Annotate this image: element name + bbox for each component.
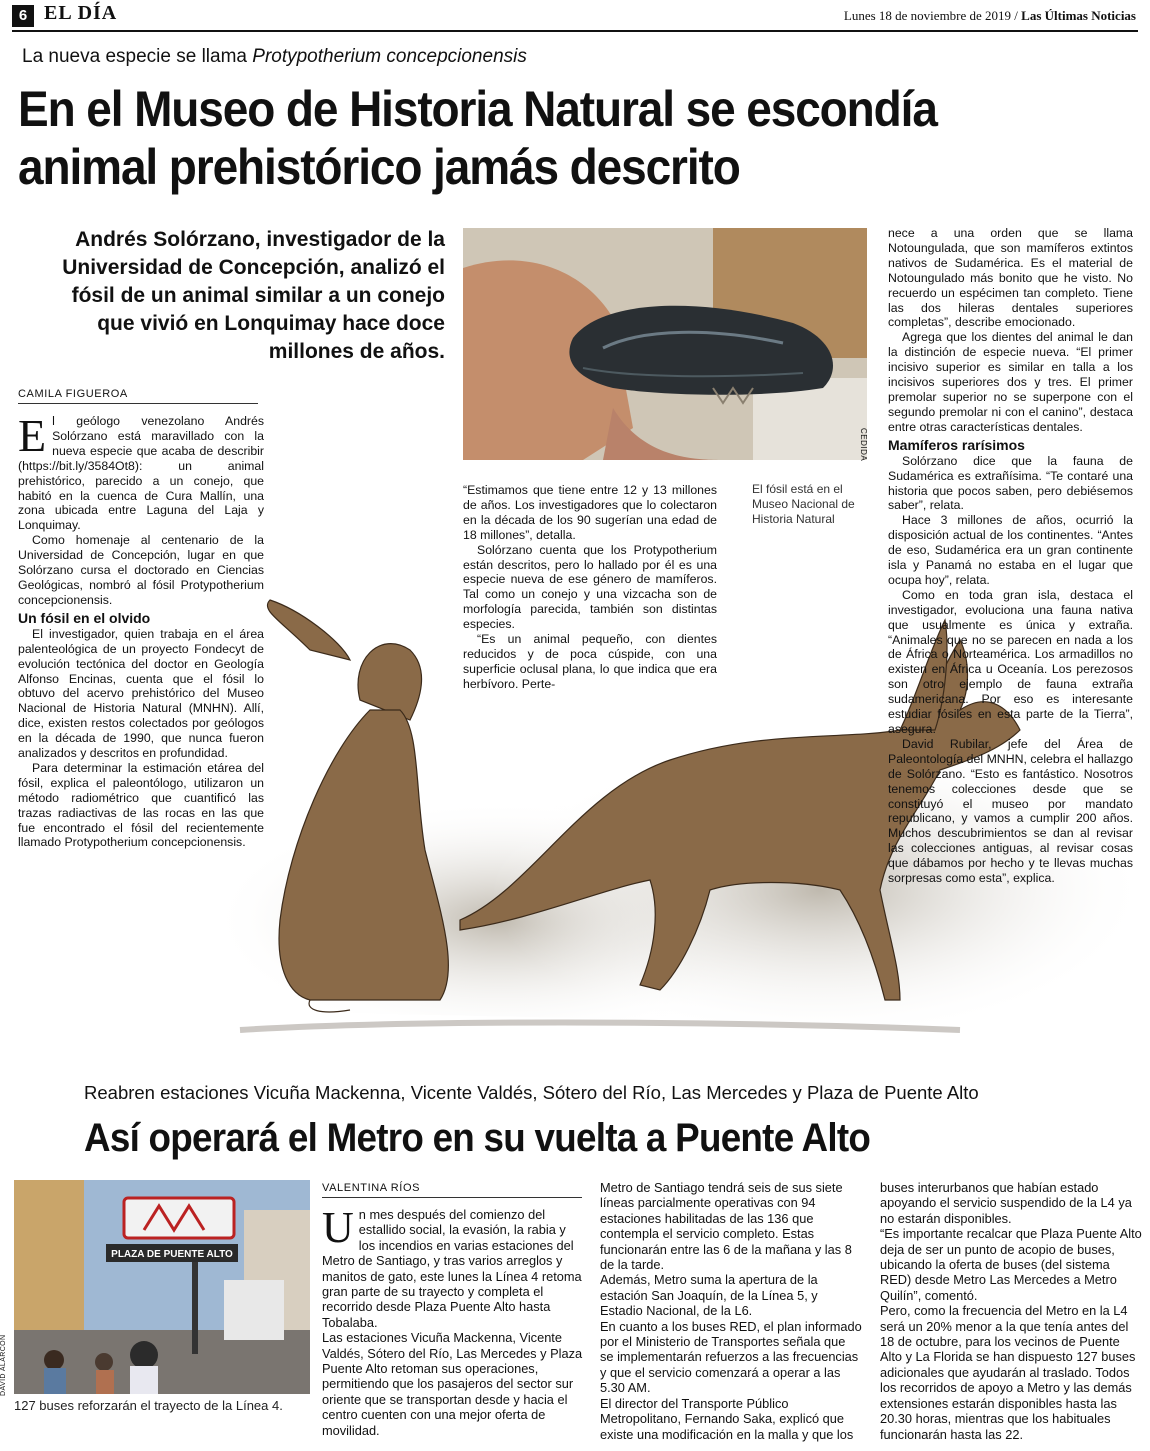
- article1-kicker: [22, 46, 527, 68]
- paragraph: En cuanto a los buses RED, el plan informado por el Ministerio de Transportes señala que se implementarán refuerzos a las frecuencias y que el servicio comenzará a operar a las 5.30 AM.: [600, 1318, 862, 1396]
- article2-byline: VALENTINA RÍOS: [322, 1182, 582, 1198]
- paragraph: Solórzano dice que la fauna de Sudamérica es extrañísima. “Te contaré una historia que pocos saben, pero debiésemos saber”, relata.: [888, 453, 1133, 513]
- header-rule: [12, 30, 1138, 32]
- photo-caption: El fósil está en el Museo Nacional de Historia Natural: [752, 482, 855, 526]
- article2-column-2: [600, 1180, 862, 1442]
- paragraph-text: n mes después del comienzo del estallido social, la evasión, la rabia y los incendios en varias estaciones del Metro de Santiago, y tras varios arreglos y manitos de gato, este lunes la Línea 4 retoma gran parte de su trayecto y completa el recorrido desde Plaza Puente Alto hasta Tobalaba.: [322, 1207, 582, 1330]
- subhead: Un fósil en el olvido: [18, 609, 151, 626]
- drop-cap: U: [322, 1203, 354, 1252]
- paragraph-text: l geólogo venezolano Andrés Solórzano está maravillado con la nueva especie que acaba de describir (https://bit.ly/3584Ot8): un animal prehistórico, parecido a un conejo, que habitó en la cuenca de Cura Mallín, una zona ubicada entre Laguna del Laja y Lonquimay.: [18, 414, 264, 533]
- article2-headline: Así operará el Metro en su vuelta a Puente Alto: [84, 1116, 871, 1160]
- date-text: Lunes 18 de noviembre de 2019 /: [843, 8, 1018, 23]
- paragraph: El director del Transporte Público Metropolitano, Fernando Saka, explicó que existe una modificación en la malla y que los: [600, 1395, 854, 1442]
- article1-byline: CAMILA FIGUEROA: [18, 388, 258, 404]
- drop-cap: E: [18, 410, 47, 461]
- article2-column-1: [322, 1203, 584, 1438]
- paragraph: Solórzano cuenta que los Protypotherium están descritos, pero lo hallado por él es una especie nueva de ese género de mamíferos. Tal como un conejo y una vizcacha son de morfología parecida, también son distintas especies.: [463, 542, 717, 632]
- article1-deck: Andrés Solórzano, investigador de la Universidad de Concepción, analizó el fósil de un animal similar a un conejo que vivió en Lonquimay hace doce millones de años.: [62, 228, 445, 363]
- subhead: Mamíferos rarísimos: [888, 436, 1025, 453]
- station-sign-text: PLAZA DE PUENTE ALTO: [111, 1249, 233, 1260]
- paragraph: “Estimamos que tiene entre 12 y 13 millones de años. Los investigadores que lo colectaron en la década de los 90 sugerían una edad de 18 millones”, detalla.: [463, 483, 717, 542]
- paragraph: Pero, como la frecuencia del Metro en la L4 será un 20% menor a la que tenía antes del 18 de octubre, para los vecinos de Puente Alto y La Florida se han dispuesto 127 buses adicionales que ayudarán al traslado. Todos los recorridos de apoyo a Metro y las demás extensiones estarán disponibles hasta las 20.30 horas, mientras que los habituales funcionarán hasta las 22.: [880, 1303, 1136, 1442]
- paragraph: [18, 410, 264, 533]
- paragraph: buses interurbanos que habían estado apoyando el servicio suspendido de la L4 ya no estarán disponibles.: [880, 1180, 1132, 1226]
- metro-station-photo: [14, 1180, 310, 1394]
- paragraph: “Es importante recalcar que Plaza Puente Alto deja de ser un punto de acopio de buses, ubicando la oferta de buses (del sistema RED) desde Metro Las Mercedes a Metro Quilín”, comentó.: [880, 1226, 1142, 1303]
- article2-column-3: [880, 1180, 1142, 1442]
- issue-date: [844, 8, 1136, 24]
- paragraph: Hace 3 millones de años, ocurrió la disposición actual de los continentes. “Antes de eso, Sudamérica era un gran continente isla y Panamá no estaba en el lugar que ocupa hoy”, relata.: [888, 513, 1133, 587]
- page-number: 6: [12, 5, 34, 27]
- paragraph: David Rubilar, jefe del Área de Paleontología del MNHN, celebra el hallazgo de Solórzano. “Esto es fantástico. Nosotros tenemos colecciones desde que se constituyó el museo por mandato republicano, y vamos a cumplir 200 años. Muchos descubrimientos se dan al revisar las colecciones antiguas, al revisar cosas que dábamos por hecho y te llevas muchas sorpresas como esta”, explica.: [888, 736, 1133, 886]
- publication-name: Las Últimas Noticias: [1021, 8, 1136, 23]
- paragraph: Las estaciones Vicuña Mackenna, Vicente Valdés, Sótero del Río, Las Mercedes y Plaza Puente Alto retoman sus operaciones, permitiendo que los pasajeros del sector sur oriente que se transportan desde y hacia el centro cuenten con una mejor oferta de movilidad.: [322, 1330, 583, 1438]
- kicker-species: Protypotherium concepcionensis: [252, 46, 527, 67]
- paragraph: Como en toda gran isla, destaca el investigador, evoluciona una fauna nativa que usualmente es única y extraña. “Animales que no se parecen en nada a los de África o Norteamérica. Los armadillos no existen en África u Oceanía. Los perezosos son otro ejemplo de fauna extraña sudamericana. Por eso es interesante estudiar fósiles en esta parte de la Tierra”, asegura.: [888, 587, 1133, 736]
- paragraph: nece a una orden que se llama Notoungulada, que son mamíferos extintos nativos de Sudamérica. Es el material de Notoungulado más bonito que he visto. No recuerdo un espécimen tan completo. Tiene las dos hileras dentales superiores completas”, describe emocionado.: [888, 226, 1133, 330]
- fossil-in-hand-image: [463, 228, 867, 460]
- paragraph: Metro de Santiago tendrá seis de sus siete líneas parcialmente operativas con 94 estaciones habilitadas de las 136 que contempla el servicio completo. Estas funcionarán entre las 6 de la mañana y las 8 de la tarde.: [600, 1180, 852, 1273]
- paragraph: El investigador, quien trabaja en el área palenteológica de un proyecto Fondecyt de evolución tectónica del doctor en Geología Alfonso Encinas, cuenta que el fósil lo obtuvo del acervo prehistórico del Museo Nacional de Historia Natural (MNHN). Allí, dice, existen restos colectados por geólogos en la década de 1990, que nunca fueron analizados y descritos en profundidad.: [18, 626, 264, 761]
- article1-column-3: [888, 226, 1133, 886]
- paragraph: Además, Metro suma la apertura de la estación San Joaquín, de la Línea 5, y Estadio Nacional, de la L6.: [600, 1272, 818, 1319]
- metro-street-image: [14, 1180, 310, 1394]
- photo-credit: CEDIDA: [859, 428, 868, 462]
- photo-credit: DAVID ALARCÓN: [0, 1334, 7, 1396]
- article1-headline: En el Museo de Historia Natural se escondía animal prehistórico jamás descrito: [18, 81, 937, 195]
- paragraph: Como homenaje al centenario de la Universidad de Concepción, lugar en que Solórzano cursa el doctorado en Ciencias Geológicas, nombró al fósil Protypotherium concepcionensis.: [18, 533, 264, 607]
- paragraph: Para determinar la estimación etárea del fósil, explica el paleontólogo, utilizaron un método radiométrico que cuantificó las trazas radiactivas de las rocas en las que fue encontrado el fósil del recientemente llamado Protypotherium concepcionensis.: [18, 760, 264, 850]
- section-name: EL DÍA: [44, 2, 118, 24]
- paragraph: [322, 1203, 584, 1330]
- article2-kicker: Reabren estaciones Vicuña Mackenna, Vicente Valdés, Sótero del Río, Las Mercedes y Plaza de Puente Alto: [84, 1082, 979, 1103]
- paragraph: Agrega que los dientes del animal le dan la distinción de especie nueva. “El primer incisivo superior es similar en talla a los incisivos superiores dos y tres. El primer premolar superior no se superpone con el segundo premolar ni con el canino”, destaca entre otras características dentales.: [888, 330, 1133, 434]
- kicker-prefix: La nueva especie se llama: [22, 46, 253, 67]
- photo-caption: 127 buses reforzarán el trayecto de la Línea 4.: [14, 1398, 283, 1413]
- article1-column-2: [463, 483, 717, 692]
- paragraph: “Es un animal pequeño, con dientes reducidos y de poca cúspide, con una superficie oclusal plana, lo que indica que era herbívoro. Perte-: [463, 632, 717, 691]
- fossil-photo: [463, 228, 867, 460]
